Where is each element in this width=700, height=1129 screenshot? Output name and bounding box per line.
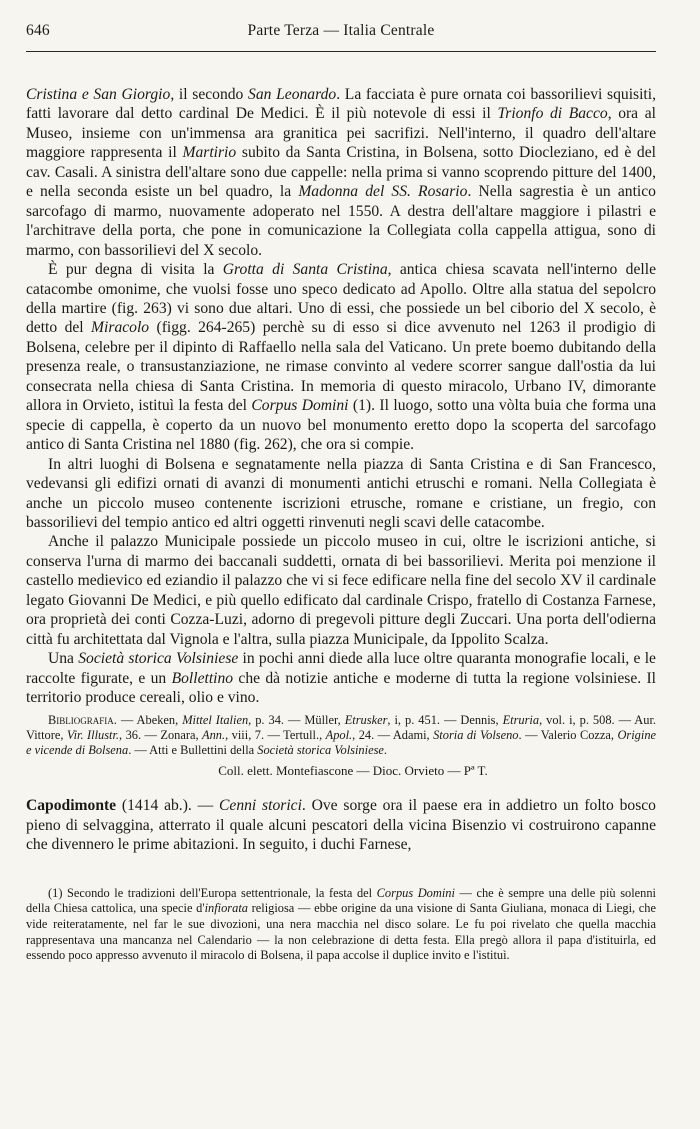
italic-run: Società storica Volsiniese	[78, 650, 239, 668]
page-number: 646	[26, 22, 50, 39]
italic-run: Storia di Volseno	[433, 727, 519, 742]
italic-run: San Leonardo	[248, 86, 337, 103]
italic-run: Cristina e San Giorgio	[26, 86, 171, 103]
italic-run: infiorata	[204, 901, 248, 916]
paragraph-societa-storica: Una Società storica Volsiniese in pochi anni diede alla luce oltre quaranta monografie locali, e le raccolte figurate, e un Bollettino che dà notizie antiche e moderne di tutta la regione volsiniese. Il territorio produce cereali, olio e vino.	[26, 650, 656, 707]
entry-heading: Capodimonte	[26, 797, 117, 815]
footnote	[26, 886, 656, 964]
italic-run: Etrusker	[344, 712, 388, 727]
italic-run: Apol.	[325, 727, 353, 742]
header-rule	[26, 51, 656, 52]
running-title: Parte Terza — Italia Centrale	[247, 22, 435, 39]
footnote-1: (1) Secondo le tradizioni dell'Europa settentrionale, la festa del Corpus Domini — che è sempre una delle più solenni della Chiesa cattolica, una specie d'infiorata religiosa — ebbe origine da una visione di Santa Giuliana, monaca di Liegi, che vide reiteratamente, nel far le sue divozioni, una nera macchia nel disco solare. Le fu poi rivelato che quella macchia rappresentava una mancanza nel Calendario — la non celebrazione di detta festa. Ella pregò allora il papa d'istituirla, ed essendo poco appresso avvenuto il miracolo di Bolsena, il papa accolse il duplice invito e l'istituì.	[26, 885, 656, 963]
italic-run: Miracolo	[91, 319, 150, 337]
bibliography: Bibliografia. — Abeken, Mittel Italien, p. 34. — Müller, Etrusker, i, p. 451. — Dennis, Etruria, vol. i, p. 508. — Aur. Vittore, Vir. Illustr., 36. — Zonara, Ann., viii, 7. — Tertull., Apol., 24. — Adami, Storia di Volseno. — Valerio Cozza, Origine e vicende di Bolsena. — Atti e Bullettini della Società storica Volsiniese.	[26, 712, 657, 758]
italic-run: Società storica Volsiniese	[257, 743, 384, 758]
italic-run: Corpus Domini	[251, 397, 349, 415]
italic-run: Corpus Domini	[376, 885, 455, 900]
entry-capodimonte: Capodimonte (1414 ab.). — Cenni storici. Ove sorge ora il paese era in addietro un folto bosco pieno di selvaggina, atterrato il quale alcuni pescatori della vicina Bisenzio vi costruirono capanne che divennero le prime abitazioni. In seguito, i duchi Farnese,	[26, 797, 656, 854]
bibliography-label: Bibliografia	[48, 712, 114, 727]
paragraph-palazzo-municipale: Anche il palazzo Municipale possiede un piccolo museo in cui, oltre le iscrizioni antiche, si conserva l'urna di marmo dei baccanali suddetti, ornata di bei bassorilievi. Merita poi menzione il castello medievico ed eziandio il palazzo che vi si fece edificare nella fine del secolo XV il cardinale legato Giovanni De Medici, e più quello edificato dal cardinale Crispo, fratello di Costanza Farnese, ora proprietà dei conti Cozza-Luzi, adorno di pregevoli pitture degli Zuccari. Una porta dell'odierna città fu architettata dal Vignola e l'altra, sulla piazza Municipale, da Ippolito Scalza.	[26, 533, 656, 648]
running-header	[26, 22, 656, 46]
diocese-line: Coll. elett. Montefiascone — Dioc. Orvieto — Pª T.	[218, 763, 488, 779]
paragraph-bolsena-monuments: In altri luoghi di Bolsena e segnatamente nella piazza di Santa Cristina e di San Francesco, vedevansi gli edifizi ornati di avanzi di monumenti antichi etruschi e romani. Nella Collegiata è anche un piccolo museo contenente iscrizioni etrusche, romane e cristiane, un fregio, con bassorilievi del tempio antico ed altri oggetti rinvenuti negli scavi delle catacombe.	[26, 455, 656, 531]
paragraph-grotta-santa-cristina: È pur degna di visita la Grotta di Santa Cristina, antica chiesa scavata nell'interno delle catacombe omonime, che vuolsi fosse uno speco dedicato ad Apollo. Oltre alla statua del sepolcro della martire (fig. 263) vi sono due altari. Uno di essi, che possiede un bel ciborio del X secolo, è detto del Miracolo (figg. 264-265) perchè su di esso si dice avvenuto nel 1263 il prodigio di Bolsena, celebre per il dipinto di Raffaello nella sala del Vaticano. Un prete boemo dubitando della presenza reale, o transustanziazione, ne rimase convinto al vedere scorrer sangue dall'ostia da lui consecrata nella chiesa di Santa Cristina. In memoria di questo miracolo, Urbano IV, dimorante allora in Orvieto, istituì la festa del Corpus Domini (1). Il luogo, sotto una vòlta buia che forma una specie di cappella, è coperto da un nuovo bel monumento eretto dopo la scoperta del sarcofago antico di Santa Cristina nel 1880 (fig. 262), che ora si compie.	[26, 261, 656, 454]
italic-run: Trionfo di Bacco	[497, 105, 608, 123]
italic-run: Ann.	[202, 727, 226, 742]
main-text	[26, 85, 656, 855]
italic-run: Grotta di Santa Cristina	[222, 261, 388, 279]
italic-run: Etruria	[502, 712, 540, 727]
italic-run: Origine e vicende di Bolsena	[26, 727, 657, 758]
italic-run: Cenni storici	[219, 797, 302, 815]
italic-run: Vir. Illustr.	[66, 727, 120, 742]
italic-run: Madonna del SS. Rosario	[298, 183, 468, 201]
paragraph-santa-cristina-church: Cristina e San Giorgio, il secondo San Leonardo. La facciata è pure ornata coi bassorilievi squisiti, fatti lavorare dal detto cardinal De Medici. È il più notevole di essi il Trionfo di Bacco, ora al Museo, insieme con un'immensa ara granitica pei sacrifizi. Nell'interno, il quadro dell'altare maggiore rappresenta il Martirio subito da Santa Cristina, in Bolsena, sotto Diocleziano, ed è del cav. Casali. A sinistra dell'altare sono due cappelle: nella prima si vanno scoprendo pitture del 1400, e nella seconda esiste un bel quadro, la Madonna del SS. Rosario. Nella sagrestia è un antico sarcofago di marmo, nuovamente adoperato nel 1550. A destra dell'altare maggiore i pilastri e l'architrave della porta, che pone in comunicazione la Collegiata colla cappella attigua, sono di marmo, con bassorilievi del X secolo.	[26, 86, 657, 259]
italic-run: Bollettino	[171, 669, 234, 687]
italic-run: Martirio	[182, 144, 237, 162]
italic-run: Mittel Italien	[182, 712, 249, 727]
